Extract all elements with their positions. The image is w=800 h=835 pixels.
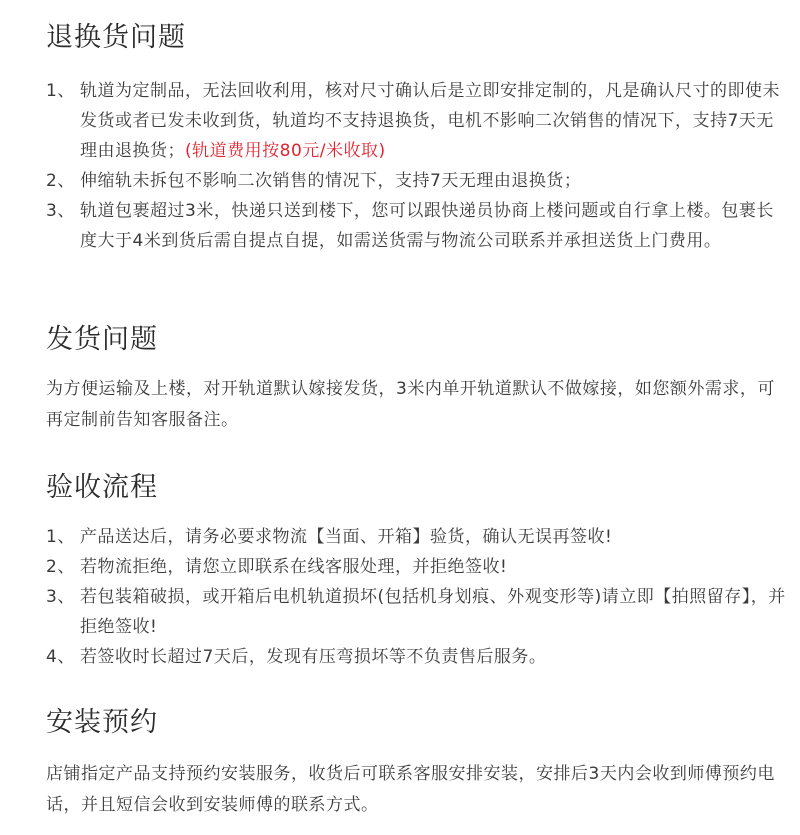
item-text: 轨道包裹超过3米，快递只送到楼下，您可以跟快递员协商上楼问题或自行拿上楼。包裹长度大于4米到货后需自提点自提，如需送货需与物流公司联系并承担送货上门费用。 bbox=[80, 201, 774, 251]
item-text: 若签收时长超过7天后，发现有压弯损坏等不负责售后服务。 bbox=[80, 647, 547, 667]
inspection-list bbox=[46, 522, 786, 672]
item-text: 产品送达后，请务必要求物流【当面、开箱】验货，确认无误再签收! bbox=[80, 527, 613, 547]
inspection-section bbox=[46, 470, 786, 672]
shipping-section bbox=[46, 322, 786, 436]
item-text: 若包装箱破损，或开箱后电机轨道损坏(包括机身划痕、外观变形等)请立即【拍照留存】，并拒绝签收! bbox=[80, 587, 786, 637]
list-item bbox=[46, 522, 786, 552]
item-text-main: 轨道为定制品，无法回收利用，核对尺寸确认后是立即安排定制的，凡是确认尺寸的即使未发货或者已发未收到货，轨道均不支持退换货，电机不影响二次销售的情况下，支持7天无理由退换货； bbox=[80, 81, 780, 161]
item-text bbox=[80, 76, 786, 166]
item-number: 3、 bbox=[46, 587, 75, 607]
returns-title: 退换货问题 bbox=[46, 22, 186, 53]
list-item bbox=[46, 196, 786, 256]
list-item bbox=[46, 552, 786, 582]
list-item bbox=[46, 76, 786, 166]
item-number: 1、 bbox=[46, 81, 75, 101]
returns-section bbox=[46, 20, 786, 256]
item-text: 若物流拒绝，请您立即联系在线客服处理，并拒绝签收! bbox=[80, 557, 508, 577]
shipping-title: 发货问题 bbox=[46, 324, 158, 355]
item-number: 2、 bbox=[46, 557, 75, 577]
list-item bbox=[46, 582, 786, 642]
shipping-text: 为方便运输及上楼，对开轨道默认嫁接发货，3米内单开轨道默认不做嫁接，如您额外需求，可再定制前告知客服备注。 bbox=[46, 379, 775, 430]
inspection-title: 验收流程 bbox=[46, 472, 158, 503]
list-item bbox=[46, 642, 786, 672]
installation-text: 店铺指定产品支持预约安装服务，收货后可联系客服安排安装，安排后3天内会收到师傅预约电话，并且短信会收到安装师傅的联系方式。 bbox=[46, 764, 775, 815]
item-number: 2、 bbox=[46, 171, 75, 191]
list-item bbox=[46, 166, 786, 196]
returns-list bbox=[46, 76, 786, 256]
installation-title: 安装预约 bbox=[46, 707, 158, 738]
installation-section bbox=[46, 705, 786, 821]
item-number: 4、 bbox=[46, 647, 75, 667]
rail-fee-highlight: (轨道费用按80元/米收取) bbox=[185, 141, 386, 161]
item-number: 1、 bbox=[46, 527, 75, 547]
item-number: 3、 bbox=[46, 201, 75, 221]
item-text: 伸缩轨未拆包不影响二次销售的情况下，支持7天无理由退换货； bbox=[80, 171, 582, 191]
